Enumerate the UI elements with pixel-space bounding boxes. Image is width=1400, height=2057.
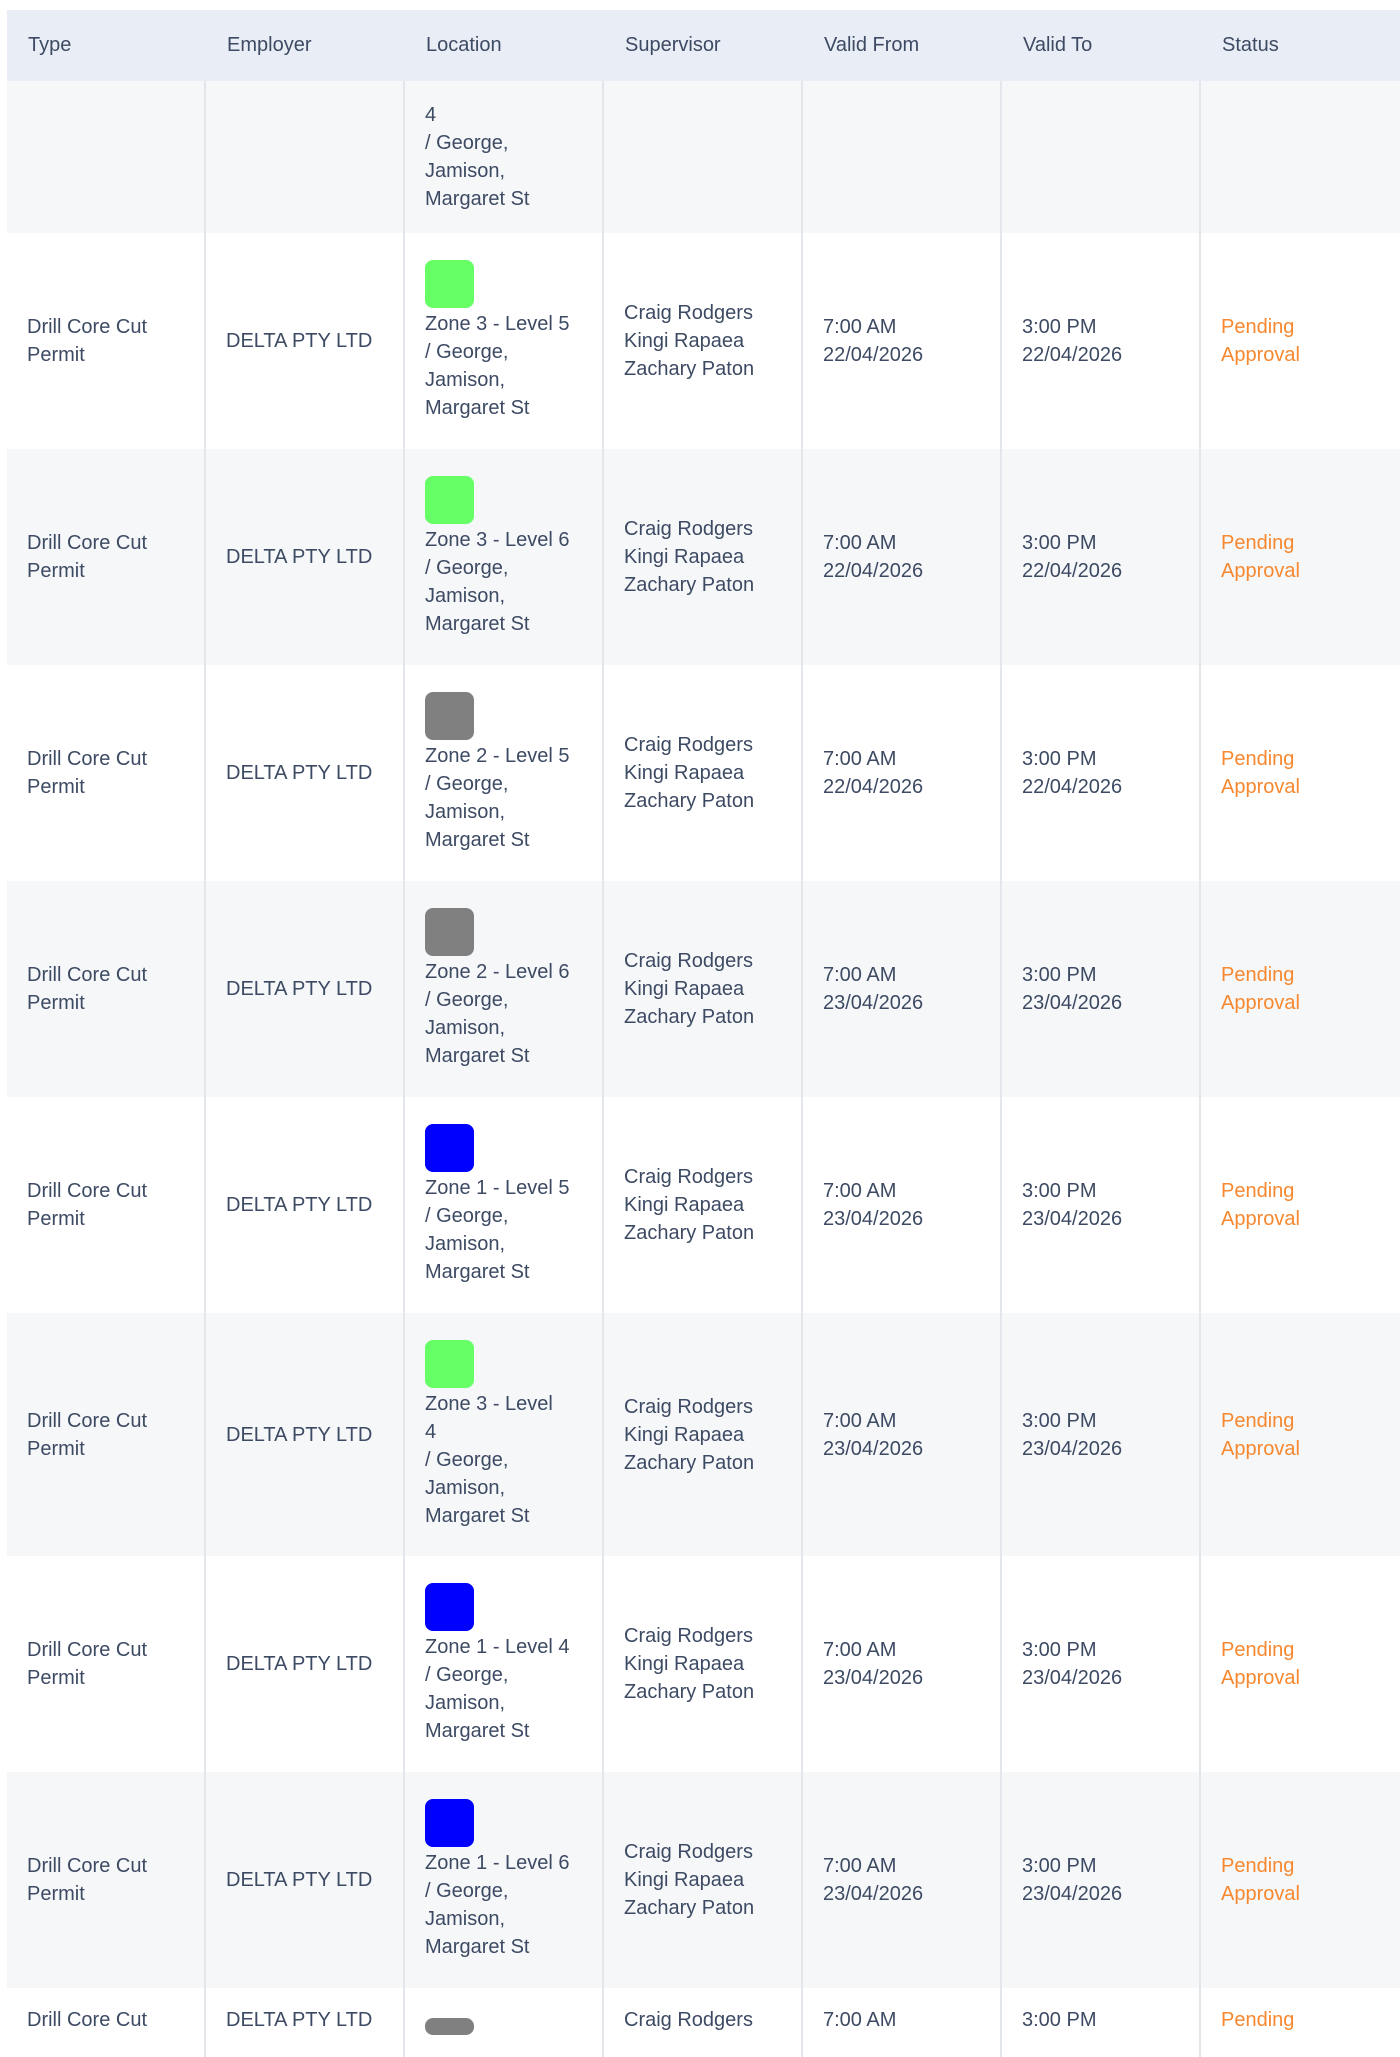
cell-location — [405, 233, 604, 449]
cell-location — [405, 1772, 604, 1988]
cell-status: Pending Approval — [1221, 964, 1300, 1014]
cell-valid-from: 7:00 AM 23/04/2026 — [803, 1313, 1002, 1556]
cell-employer: DELTA PTY LTD — [206, 665, 405, 881]
cell-supervisor: Craig Rodgers — [604, 1988, 803, 2057]
cell-location — [405, 1556, 604, 1772]
table-row[interactable] — [7, 1772, 1400, 1988]
column-header-supervisor[interactable]: Supervisor — [625, 34, 721, 56]
location-text: Zone 1 - Level 6 / George, Jamison, Margaret St — [425, 1852, 570, 1958]
cell-valid-from: 7:00 AM 23/04/2026 — [803, 1097, 1002, 1313]
cell-valid-from: 7:00 AM 23/04/2026 — [803, 1772, 1002, 1988]
cell-type: Drill Core Cut Permit — [7, 1313, 206, 1556]
cell-employer: DELTA PTY LTD — [206, 1988, 405, 2057]
zone-color-swatch — [425, 260, 474, 308]
column-header-location[interactable]: Location — [426, 34, 502, 56]
cell-valid-from: 7:00 AM 22/04/2026 — [803, 233, 1002, 449]
cell-valid-from: 7:00 AM — [803, 1988, 1002, 2057]
cell-valid-to: 3:00 PM 22/04/2026 — [1002, 665, 1201, 881]
cell-valid-from — [803, 81, 1002, 233]
cell-status: Pending Approval — [1221, 532, 1300, 582]
table-row[interactable] — [7, 233, 1400, 449]
cell-location — [405, 665, 604, 881]
location-text: Zone 2 - Level 6 / George, Jamison, Margaret St — [425, 961, 570, 1067]
cell-status: Pending Approval — [1221, 1180, 1300, 1230]
cell-type: Drill Core Cut Permit — [7, 449, 206, 665]
cell-supervisor: Craig Rodgers Kingi Rapaea Zachary Paton — [604, 233, 803, 449]
location-text: Zone 2 - Level 5 / George, Jamison, Margaret St — [425, 745, 570, 851]
table-header — [7, 10, 1400, 81]
zone-color-swatch — [425, 1124, 474, 1172]
column-header-status[interactable]: Status — [1222, 34, 1279, 56]
cell-employer: DELTA PTY LTD — [206, 1097, 405, 1313]
table-row[interactable] — [7, 1556, 1400, 1772]
zone-color-swatch — [425, 476, 474, 524]
table-row[interactable] — [7, 81, 1400, 233]
table-row[interactable] — [7, 1097, 1400, 1313]
cell-type — [7, 81, 206, 233]
cell-status: Pending Approval — [1221, 1409, 1300, 1460]
cell-employer: DELTA PTY LTD — [206, 1772, 405, 1988]
cell-employer: DELTA PTY LTD — [206, 881, 405, 1097]
cell-supervisor: Craig Rodgers Kingi Rapaea Zachary Paton — [604, 1556, 803, 1772]
cell-location — [405, 1313, 604, 1556]
zone-color-swatch — [425, 692, 474, 740]
table-row[interactable] — [7, 449, 1400, 665]
cell-status: Pending Approval — [1221, 1855, 1300, 1905]
cell-supervisor: Craig Rodgers Kingi Rapaea Zachary Paton — [604, 1313, 803, 1556]
cell-status: Pending Approval — [1221, 748, 1300, 798]
cell-location — [405, 1097, 604, 1313]
cell-valid-from: 7:00 AM 22/04/2026 — [803, 449, 1002, 665]
cell-valid-from: 7:00 AM 23/04/2026 — [803, 881, 1002, 1097]
cell-valid-to: 3:00 PM — [1002, 1988, 1201, 2057]
cell-supervisor: Craig Rodgers Kingi Rapaea Zachary Paton — [604, 665, 803, 881]
column-header-type[interactable]: Type — [28, 34, 72, 56]
column-header-employer[interactable]: Employer — [227, 34, 312, 56]
cell-location — [405, 449, 604, 665]
location-text: Zone 3 - Level 6 / George, Jamison, Margaret St — [425, 529, 570, 635]
cell-employer: DELTA PTY LTD — [206, 1556, 405, 1772]
location-text: 4 / George, Jamison, Margaret St — [425, 104, 530, 210]
cell-supervisor: Craig Rodgers Kingi Rapaea Zachary Paton — [604, 1772, 803, 1988]
cell-location — [405, 881, 604, 1097]
table-row[interactable] — [7, 881, 1400, 1097]
zone-color-swatch — [425, 1799, 474, 1847]
cell-valid-to: 3:00 PM 22/04/2026 — [1002, 449, 1201, 665]
cell-valid-from: 7:00 AM 22/04/2026 — [803, 665, 1002, 881]
zone-color-swatch — [425, 2018, 474, 2035]
cell-valid-to: 3:00 PM 23/04/2026 — [1002, 1556, 1201, 1772]
cell-valid-from: 7:00 AM 23/04/2026 — [803, 1556, 1002, 1772]
cell-type: Drill Core Cut Permit — [7, 233, 206, 449]
cell-status: Pending Approval — [1221, 316, 1300, 366]
zone-color-swatch — [425, 1583, 474, 1631]
cell-employer: DELTA PTY LTD — [206, 1313, 405, 1556]
cell-type: Drill Core Cut Permit — [7, 1556, 206, 1772]
cell-type: Drill Core Cut Permit — [7, 1772, 206, 1988]
cell-valid-to: 3:00 PM 23/04/2026 — [1002, 1313, 1201, 1556]
cell-status — [1201, 81, 1400, 233]
cell-valid-to: 3:00 PM 23/04/2026 — [1002, 1097, 1201, 1313]
cell-type: Drill Core Cut Permit — [7, 881, 206, 1097]
permits-table — [7, 10, 1400, 2057]
location-text: Zone 1 - Level 4 / George, Jamison, Margaret St — [425, 1636, 570, 1742]
column-header-valid-from[interactable]: Valid From — [824, 34, 920, 56]
cell-valid-to: 3:00 PM 22/04/2026 — [1002, 233, 1201, 449]
location-text: Zone 1 - Level 5 / George, Jamison, Margaret St — [425, 1177, 570, 1283]
cell-supervisor: Craig Rodgers Kingi Rapaea Zachary Paton — [604, 881, 803, 1097]
table-row[interactable] — [7, 665, 1400, 881]
cell-supervisor: Craig Rodgers Kingi Rapaea Zachary Paton — [604, 1097, 803, 1313]
cell-employer — [206, 81, 405, 233]
zone-color-swatch — [425, 908, 474, 956]
cell-supervisor: Craig Rodgers Kingi Rapaea Zachary Paton — [604, 449, 803, 665]
cell-status: Pending Approval — [1221, 1639, 1300, 1689]
cell-status: Pending — [1221, 2009, 1295, 2031]
cell-type: Drill Core Cut Permit — [7, 665, 206, 881]
table-row[interactable] — [7, 1988, 1400, 2057]
cell-supervisor — [604, 81, 803, 233]
cell-type: Drill Core Cut — [7, 1988, 206, 2057]
cell-employer: DELTA PTY LTD — [206, 449, 405, 665]
location-text: Zone 3 - Level 4 / George, Jamison, Margaret St — [425, 1392, 553, 1527]
cell-type: Drill Core Cut Permit — [7, 1097, 206, 1313]
cell-valid-to: 3:00 PM 23/04/2026 — [1002, 1772, 1201, 1988]
column-header-valid-to[interactable]: Valid To — [1023, 34, 1093, 56]
table-row[interactable] — [7, 1313, 1400, 1556]
cell-valid-to — [1002, 81, 1201, 233]
zone-color-swatch — [425, 1340, 474, 1388]
cell-valid-to: 3:00 PM 23/04/2026 — [1002, 881, 1201, 1097]
cell-employer: DELTA PTY LTD — [206, 233, 405, 449]
cell-location — [405, 1988, 604, 2057]
location-text: Zone 3 - Level 5 / George, Jamison, Margaret St — [425, 313, 570, 419]
cell-location — [405, 81, 604, 233]
